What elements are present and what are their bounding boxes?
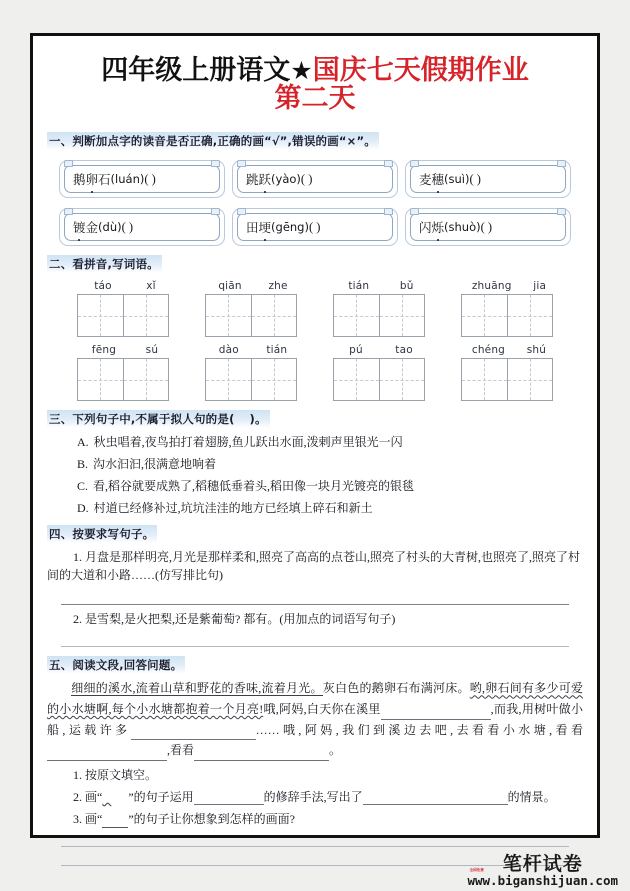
passage-text: 哦,阿妈,白天你在溪里: [263, 702, 381, 717]
tianzi-grid[interactable]: [333, 358, 425, 401]
pinyin-word-group[interactable]: [205, 344, 301, 401]
section-one: [47, 132, 583, 246]
grid-cell[interactable]: [334, 295, 379, 336]
title-red: 国庆七天假期作业: [312, 55, 529, 86]
sheet-border: [30, 33, 600, 838]
option-letter: D.: [77, 501, 89, 516]
judge-word-pre: 麦: [419, 173, 432, 188]
option-item[interactable]: [47, 455, 583, 472]
page-title: [47, 44, 583, 118]
pinyin-word-group[interactable]: [77, 344, 173, 401]
pinyin-grid-row-2: [47, 344, 583, 401]
grid-cell[interactable]: [379, 295, 425, 336]
pinyin-word-group[interactable]: [461, 280, 557, 337]
tianzi-grid[interactable]: [205, 294, 297, 337]
judge-word-pre: 跳: [246, 173, 259, 188]
judge-word-pre: 田: [246, 221, 259, 236]
passage-text: 。: [329, 743, 342, 758]
title-star-icon: ★: [290, 56, 313, 85]
reading-question-1: [47, 766, 583, 783]
passage-underlined-sentence: 细细的溪水,流着山草和野花的香味,流着月光。: [71, 681, 323, 696]
question-text: 的情景。: [507, 789, 556, 804]
pinyin-syllable: chéng: [471, 344, 506, 357]
judge-word-dotted: 镀: [73, 218, 86, 236]
judge-answer-paren[interactable]: ( ): [144, 171, 156, 186]
wavy-mark-icon: [102, 790, 128, 805]
pinyin-word-group[interactable]: [77, 280, 173, 337]
section-three-heading-post: )。: [249, 412, 267, 427]
question-text: 画“: [85, 811, 103, 826]
option-item[interactable]: [47, 477, 583, 494]
section-three-heading-pre: 三、下列句子中,不属于拟人句的是(: [49, 412, 235, 427]
judge-box[interactable]: [59, 208, 225, 246]
section-two-heading: 二、看拼音,写词语。: [47, 255, 162, 273]
passage-blank[interactable]: [194, 760, 329, 761]
grid-cell[interactable]: [206, 359, 251, 400]
option-letter: A.: [77, 435, 89, 450]
judge-word-dotted: 卵: [86, 170, 99, 188]
pinyin-grid-row-1: [47, 280, 583, 337]
pinyin-syllable: dào: [218, 344, 239, 357]
judge-pinyin: (gēng): [271, 220, 309, 235]
option-item[interactable]: [47, 433, 583, 450]
footer-watermark: [467, 852, 618, 888]
judge-answer-paren[interactable]: ( ): [480, 219, 493, 234]
question-number: 2.: [73, 789, 82, 804]
option-text: 沟水汩汩,很满意地响着: [93, 457, 217, 472]
question-text: ”的句子运用: [128, 789, 194, 804]
tianzi-grid[interactable]: [77, 358, 169, 401]
grid-cell[interactable]: [123, 359, 169, 400]
pinyin-syllable: tián: [348, 280, 370, 293]
passage-wavy-sentence: 哟,卵石间有多少可爱的小水塘啊,每个小水塘都抱着一个月亮!: [47, 681, 583, 717]
option-item[interactable]: [47, 499, 583, 516]
tianzi-grid[interactable]: [461, 294, 553, 337]
option-letter: C.: [77, 479, 89, 494]
judge-box[interactable]: [405, 160, 571, 198]
judge-word-dotted: 埂: [259, 218, 272, 236]
pill-row-1: [47, 160, 583, 198]
judge-word-dotted: 烁: [432, 218, 445, 236]
pinyin-word-group[interactable]: [333, 344, 429, 401]
judge-word-pre: 闪: [419, 221, 432, 236]
tianzi-grid[interactable]: [77, 294, 169, 337]
grid-cell[interactable]: [507, 359, 553, 400]
answer-rule-line[interactable]: [61, 646, 569, 647]
tianzi-grid[interactable]: [461, 358, 553, 401]
pill-row-2: [47, 208, 583, 246]
judge-word-post: 石: [98, 173, 111, 188]
judge-pinyin: (yào): [271, 172, 301, 187]
judge-answer-paren[interactable]: ( ): [308, 219, 321, 234]
judge-pinyin: (shuò): [444, 220, 481, 235]
judge-word-pre: 鹅: [73, 173, 86, 188]
pinyin-syllable: fēng: [91, 344, 117, 357]
grid-cell[interactable]: [251, 359, 297, 400]
pinyin-syllable: zhuāng: [471, 280, 512, 293]
grid-cell[interactable]: [78, 295, 123, 336]
question-number: 1.: [73, 767, 82, 782]
section-three-answer-blank[interactable]: [235, 412, 250, 426]
question-text: 2. 是雪梨,是火把梨,还是紫葡萄? 都有。(用加点的词语写句子): [73, 612, 396, 627]
section-four: [47, 525, 583, 647]
pinyin-syllable: táo: [94, 280, 112, 293]
pinyin-syllable: zhe: [268, 280, 288, 293]
pinyin-syllable: tián: [266, 344, 288, 357]
answer-rule-line[interactable]: [61, 846, 569, 847]
section-two: [47, 255, 583, 401]
question-text: 画“: [85, 789, 103, 804]
judge-answer-paren[interactable]: ( ): [300, 171, 313, 186]
pinyin-syllable: xǐ: [146, 280, 156, 293]
question-text: 1. 月盘是那样明亮,月光是那样柔和,照亮了高高的点苍山,照亮了村头的大青树,也照亮了,照亮了村间的大道和小路……(仿写排比句): [47, 550, 581, 583]
pinyin-syllable: bǔ: [399, 280, 414, 293]
passage-blank[interactable]: [47, 760, 167, 761]
grid-cell[interactable]: [462, 295, 507, 336]
section-five: [47, 656, 583, 866]
judge-box[interactable]: [59, 160, 225, 198]
judge-word-dotted: 跃: [259, 170, 272, 188]
brand-url: www.biganshijuan.com: [467, 872, 618, 888]
pinyin-syllable: tao: [395, 344, 413, 357]
option-text: 秋虫唱着,夜鸟拍打着翅膀,鱼儿跃出水面,泼剌声里银光一闪: [93, 435, 403, 450]
section-four-question-2: [47, 610, 583, 628]
reading-passage: [47, 678, 583, 761]
pinyin-syllable: qiān: [218, 280, 242, 293]
passage-blank[interactable]: [131, 739, 256, 740]
judge-answer-paren[interactable]: ( ): [121, 219, 134, 234]
pinyin-word-group[interactable]: [333, 280, 429, 337]
section-one-heading: 一、判断加点字的读音是否正确,正确的画“√”,错误的画“×”。: [47, 132, 379, 150]
question-text: 的修辞手法,写出了: [263, 789, 363, 804]
title-subtitle: 第二天: [274, 83, 356, 115]
judge-box[interactable]: [232, 160, 398, 198]
pinyin-word-group[interactable]: [461, 344, 557, 401]
section-three: [47, 410, 583, 516]
grid-cell[interactable]: [206, 295, 251, 336]
option-text: 看,稻谷就要成熟了,稻穗低垂着头,稻田像一块月光镀亮的银毯: [93, 479, 415, 494]
brand-name: 笔杆试卷: [502, 852, 583, 875]
answer-blank[interactable]: [194, 804, 264, 805]
question-text: ”的句子让你想象到怎样的画面?: [128, 811, 295, 826]
judge-word-post: 金: [85, 221, 99, 236]
pinyin-syllable: sú: [145, 344, 159, 357]
grid-cell[interactable]: [507, 295, 553, 336]
option-text: 村道已经修补过,坑坑洼洼的地方已经填上碎石和新土: [93, 501, 373, 516]
section-four-question-1: [47, 548, 583, 584]
question-text: 按原文填空。: [85, 767, 158, 782]
pinyin-word-group[interactable]: [205, 280, 301, 337]
judge-box[interactable]: [232, 208, 398, 246]
pinyin-syllable: shú: [526, 344, 547, 357]
section-three-heading: [47, 410, 270, 428]
grid-cell[interactable]: [78, 359, 123, 400]
grid-cell[interactable]: [251, 295, 297, 336]
section-four-heading: 四、按要求写句子。: [47, 525, 157, 543]
answer-blank[interactable]: [363, 804, 508, 805]
tianzi-grid[interactable]: [205, 358, 297, 401]
judge-word-dotted: 穗: [432, 170, 445, 188]
free-badge: 全国免费: [469, 868, 484, 873]
passage-text: ,而我,用树叶做小船,运载许多: [47, 702, 583, 737]
judge-pinyin: (dù): [98, 220, 122, 235]
passage-text: ,看看: [167, 743, 195, 758]
grid-cell[interactable]: [379, 359, 425, 400]
section-five-heading: 五、阅读文段,回答问题。: [47, 656, 185, 674]
passage-text: 灰白色的鹅卵石布满河床。: [322, 681, 470, 696]
passage-text: ……哦,阿妈,我们到溪边去吧,去看看小水塘,看看: [255, 722, 583, 737]
grid-cell[interactable]: [334, 359, 379, 400]
straight-mark-icon: [102, 812, 128, 828]
judge-answer-paren[interactable]: ( ): [469, 171, 481, 186]
judge-pinyin: (luán): [110, 172, 145, 187]
pinyin-syllable: pú: [349, 344, 363, 357]
passage-blank[interactable]: [381, 719, 491, 720]
title-grade: 四年级上册语文: [101, 55, 291, 86]
tianzi-grid[interactable]: [333, 294, 425, 337]
pinyin-syllable: jia: [533, 280, 547, 293]
reading-question-2: [47, 788, 583, 805]
answer-rule-line[interactable]: [61, 604, 569, 605]
reading-question-3: [47, 810, 583, 828]
grid-cell[interactable]: [123, 295, 169, 336]
judge-pinyin: (suì): [444, 172, 470, 187]
grid-cell[interactable]: [462, 359, 507, 400]
option-letter: B.: [77, 457, 89, 472]
question-number: 3.: [73, 811, 82, 826]
judge-box[interactable]: [405, 208, 571, 246]
